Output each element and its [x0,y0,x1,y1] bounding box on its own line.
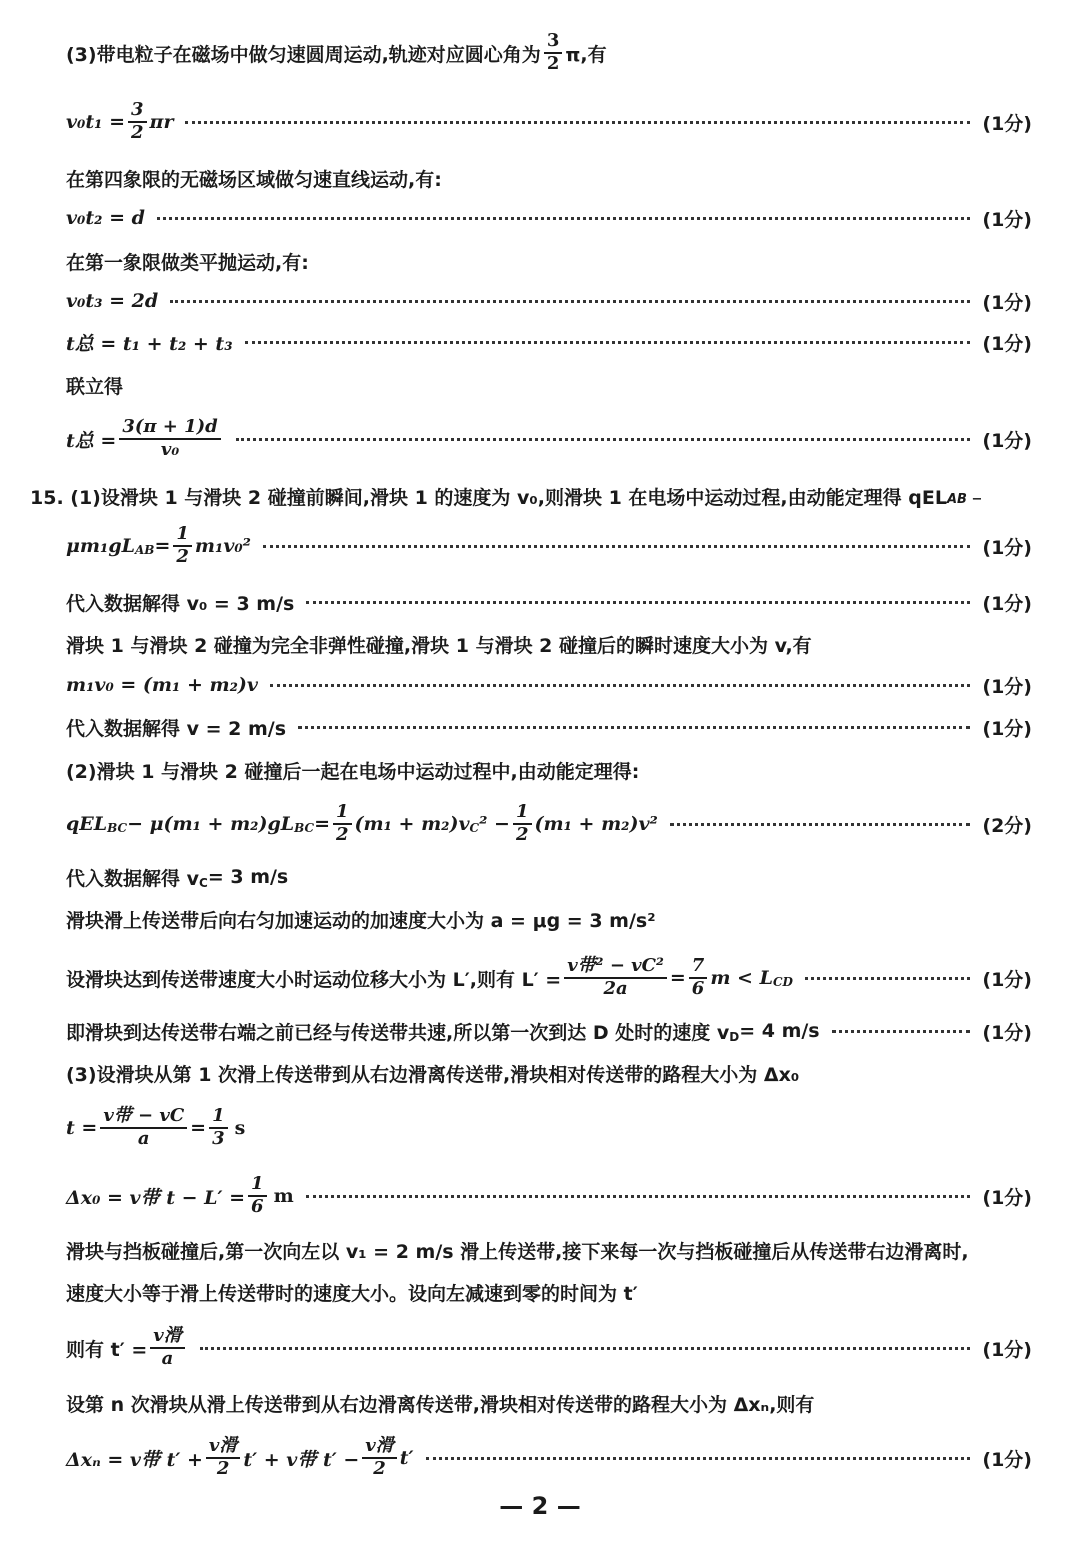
text: 代入数据解得 v₀ = 3 m/s [66,592,295,615]
fraction: $\frac{1}{2}$ [333,803,352,845]
line-part3-intro [66,30,1032,74]
line-text [66,370,1032,400]
line-text [66,1277,1032,1307]
equation: v₀t₂ = d [66,207,145,229]
equation: Δx₀ = v带 t − L′ = $\frac{1}{6}$ m [66,1173,294,1217]
page-number: — 2 — [499,1492,581,1520]
line-text [66,246,1032,276]
text: 速度大小等于滑上传送带时的速度大小。设向左减速到零的时间为 t′ [66,1282,638,1305]
subscript: C [199,876,208,890]
fraction: $\frac{1}{6}$ [248,1175,267,1217]
dot-leader [306,601,970,604]
text: 滑块 1 与滑块 2 碰撞为完全非弹性碰撞,滑块 1 与滑块 2 碰撞后的瞬时速度大小为 v,有 [66,634,812,657]
score-label: (1分) [982,1186,1032,1209]
text: (3)带电粒子在磁场中做匀速圆周运动,轨迹对应圆心角为 [66,43,541,66]
fraction: $\frac{\text{v滑}}{2}$ [206,1437,240,1479]
line-equation [66,1100,1032,1156]
line-equation [66,670,1032,700]
line-equation [66,94,1032,150]
line-text [66,1058,1032,1088]
fraction: $\frac{\text{v带 − vC}}{a}$ [100,1107,187,1149]
text: 设第 n 次滑块从滑上传送带到从右边滑离传送带,滑块相对传送带的路程大小为 Δxₙ,则有 [66,1393,815,1416]
subscript: D [729,1030,740,1044]
line-text [66,1388,1032,1418]
line-equation [66,327,1032,357]
dot-leader [298,726,970,729]
dot-leader [263,545,970,548]
text: 在第四象限的无磁场区域做匀速直线运动,有: [66,168,442,191]
equation: v₀t₁ = $\frac{3}{2}$ πr [66,99,174,143]
line-equation [66,950,1032,1006]
dot-leader [157,217,971,220]
equation: qEL BC − μ(m₁ + m₂)gL BC = $\frac{1}{2}$ (m₁ + m₂)v C ² − $\frac{1}{2}$ (m₁ + m₂)v² [66,801,658,845]
line-result [66,587,1032,617]
dot-leader [270,684,970,687]
line-text [66,904,1032,934]
fraction: $\frac{7}{6}$ [689,957,708,999]
text: 则有 t′ = [66,1338,148,1361]
score-label: (2分) [982,814,1032,837]
line-equation [66,286,1032,316]
fraction: $\frac{1}{2}$ [173,525,192,567]
score-label: (1分) [982,968,1032,991]
equation: t总 = t₁ + t₂ + t₃ [66,332,233,355]
equation: t = $\frac{\text{v带 − vC}}{a}$ = $\frac{1}{3}$ s [66,1105,246,1149]
text: 代入数据解得 v = 2 m/s [66,717,287,740]
fraction: $\frac{\text{v滑}}{a}$ [150,1327,184,1369]
line-q15-intro [30,481,1032,511]
score-label: (1分) [982,429,1032,452]
equation: μm₁gL AB = $\frac{1}{2}$ m₁v₀² [66,523,251,567]
line-text [66,629,1032,659]
score-label: (1分) [982,675,1032,698]
text: 联立得 [66,375,124,398]
dot-leader [426,1457,971,1460]
line-equation [66,518,1032,574]
text: 在第一象限做类平抛运动,有: [66,251,309,274]
dot-leader [236,438,971,441]
score-label: (1分) [982,208,1032,231]
score-label: (1分) [982,291,1032,314]
fraction: $\frac{\text{v带² − vC²}}{2a}$ [564,957,667,999]
dot-leader [185,121,970,124]
score-label: (1分) [982,1448,1032,1471]
line-equation [66,1320,1032,1376]
dot-leader [832,1030,971,1033]
fraction: $\frac{3}{2}$ [544,32,563,74]
text: 15. (1)设滑块 1 与滑块 2 碰撞前瞬间,滑块 1 的速度为 v₀,则滑块 1 在电场中运动过程,由动能定理得 qEL [30,486,947,509]
text: 设滑块达到传送带速度大小时运动位移大小为 L′,则有 L′ = [66,968,562,991]
dot-leader [200,1347,971,1350]
fraction: $\frac{1}{2}$ [513,803,532,845]
score-label: (1分) [982,112,1032,135]
fraction: $\frac{1}{3}$ [209,1107,228,1149]
line-result [66,712,1032,742]
equation: m₁v₀ = (m₁ + m₂)v [66,674,258,696]
score-label: (1分) [982,1021,1032,1044]
dot-leader [805,977,971,980]
equation: Δxₙ = v带 t′ + $\frac{\text{v滑}}{2}$ t′ + v带 t′ − $\frac{\text{v滑}}{2}$ t′ [66,1435,414,1479]
line-text [66,1235,1032,1265]
fraction: $\frac{3}{2}$ [128,101,147,143]
line-text [66,163,1032,193]
text: 滑块滑上传送带后向右匀加速运动的加速度大小为 a = μg = 3 m/s² [66,909,656,932]
score-label: (1分) [982,1338,1032,1361]
text: 即滑块到达传送带右端之前已经与传送带共速,所以第一次到达 D 处时的速度 v [66,1021,730,1044]
score-label: (1分) [982,536,1032,559]
subscript: AB − [946,492,983,507]
line-equation [66,796,1032,852]
line-text [66,755,1032,785]
line-equation [66,203,1032,233]
text: = 3 m/s [207,866,289,888]
equation [147,1327,187,1369]
dot-leader [306,1195,971,1198]
dot-leader [245,341,971,344]
dot-leader [170,300,970,303]
text: (3)设滑块从第 1 次滑上传送带到从右边滑离传送带,滑块相对传送带的路程大小为 Δx₀ [66,1063,800,1086]
line-result [66,862,1032,892]
text: (2)滑块 1 与滑块 2 碰撞后一起在电场中运动过程中,由动能定理得: [66,760,640,783]
equation: v₀t₃ = 2d [66,290,159,312]
line-equation [66,411,1032,467]
equation: $\frac{\text{v带² − vC²}}{2a}$ = $\frac{7}{6}$ m < L CD [561,957,793,999]
text: 代入数据解得 v [66,867,200,890]
fraction: $\frac{\text{v滑}}{2}$ [362,1437,396,1479]
fraction: $\frac{3(\pi + 1)d}{\text{v₀}}$ [119,418,220,460]
equation: t总 = $\frac{3(\pi + 1)d}{\text{v₀}}$ [66,418,224,460]
score-label: (1分) [982,717,1032,740]
dot-leader [670,823,971,826]
line-equation [66,1168,1032,1224]
score-label: (1分) [982,332,1032,355]
score-label: (1分) [982,592,1032,615]
line-result [66,1016,1032,1046]
text: π,有 [565,43,607,66]
text: = 4 m/s [739,1020,820,1042]
text: 滑块与挡板碰撞后,第一次向左以 v₁ = 2 m/s 滑上传送带,接下来每一次与挡板碰撞后从传送带右边滑离时, [66,1240,969,1263]
line-equation [66,1430,1032,1486]
